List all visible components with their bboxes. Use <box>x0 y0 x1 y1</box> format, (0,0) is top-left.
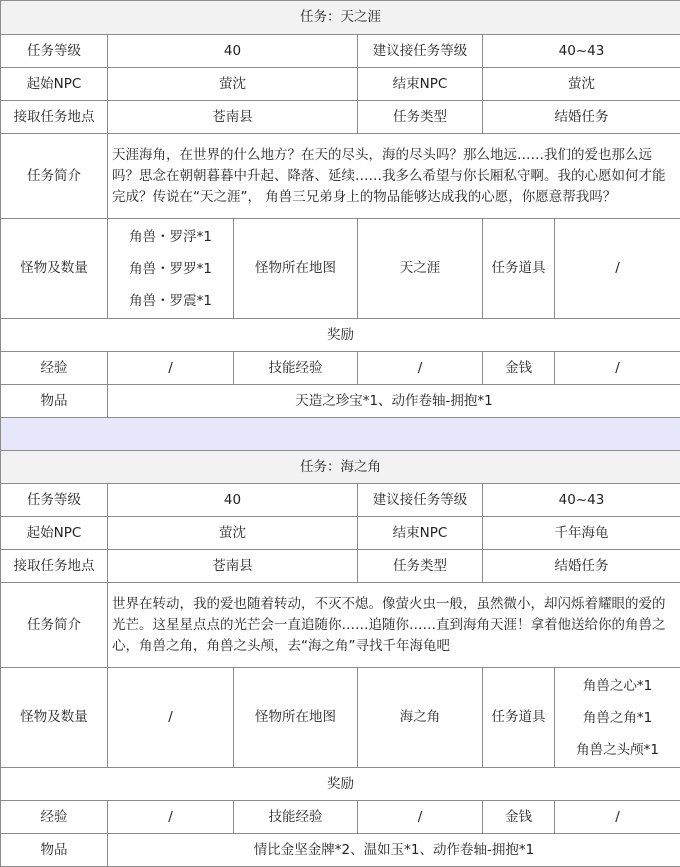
monster-item: 角兽・罗震*1 <box>112 285 229 317</box>
quest-item: 角兽之头颅*1 <box>559 734 676 766</box>
monster-list: / <box>108 668 234 768</box>
start-npc-label: 起始NPC <box>1 517 108 550</box>
quest-title: 任务：天之涯 <box>1 1 680 35</box>
monster-list <box>108 219 234 319</box>
section-divider <box>1 418 680 451</box>
quest-type-value: 结婚任务 <box>483 550 680 583</box>
quest-item: 角兽之心*1 <box>559 670 676 702</box>
end-npc-label: 结束NPC <box>358 517 483 550</box>
monster-map-label: 怪物所在地图 <box>234 668 358 768</box>
monsters-label: 怪物及数量 <box>1 668 108 768</box>
location-value: 苍南县 <box>108 550 358 583</box>
monster-item: 角兽・罗浮*1 <box>112 221 229 253</box>
start-npc-value: 萤沈 <box>108 68 358 101</box>
level-value: 40 <box>108 484 358 517</box>
items-value: 天造之珍宝*1、动作卷轴-拥抱*1 <box>108 385 680 418</box>
quest-item-list <box>555 668 680 768</box>
quest-item: 角兽之角*1 <box>559 702 676 734</box>
money-label: 金钱 <box>483 352 555 385</box>
suggested-level-label: 建议接任务等级 <box>358 35 483 68</box>
money-value: / <box>555 352 680 385</box>
items-label: 物品 <box>1 385 108 418</box>
suggested-level-label: 建议接任务等级 <box>358 484 483 517</box>
skill-exp-value: / <box>358 352 483 385</box>
quest-type-label: 任务类型 <box>358 550 483 583</box>
intro-text: 世界在转动，我的爱也随着转动，不灭不熄。像萤火虫一般，虽然微小，却闪烁着耀眼的爱的光芒。这星星点点的光芒会一直追随你……追随你……直到海角天涯！拿着他送给你的角兽之心，角兽之角，角兽之头颅，去“海之角”寻找千年海龟吧 <box>108 583 680 668</box>
skill-exp-value: / <box>358 801 483 834</box>
monster-map-value: 海之角 <box>358 668 483 768</box>
location-label: 接取任务地点 <box>1 101 108 134</box>
reward-header: 奖励 <box>1 768 680 801</box>
quest-type-label: 任务类型 <box>358 101 483 134</box>
quest-item-label: 任务道具 <box>483 668 555 768</box>
items-label: 物品 <box>1 834 108 867</box>
exp-label: 经验 <box>1 801 108 834</box>
location-value: 苍南县 <box>108 101 358 134</box>
intro-label: 任务简介 <box>1 134 108 219</box>
monster-item: 角兽・罗罗*1 <box>112 253 229 285</box>
monsters-label: 怪物及数量 <box>1 219 108 319</box>
level-value: 40 <box>108 35 358 68</box>
end-npc-value: 千年海龟 <box>483 517 680 550</box>
skill-exp-label: 技能经验 <box>234 801 358 834</box>
quest-item-label: 任务道具 <box>483 219 555 319</box>
level-label: 任务等级 <box>1 35 108 68</box>
reward-header: 奖励 <box>1 319 680 352</box>
end-npc-label: 结束NPC <box>358 68 483 101</box>
intro-text: 天涯海角，在世界的什么地方？在天的尽头，海的尽头吗？那么地远……我们的爱也那么远吗？思念在朝朝暮暮中升起、降落、延续……我多么希望与你长厢私守啊。我的心愿如何才能完成？传说在“天之涯”， 角兽三兄弟身上的物品能够达成我的心愿，你愿意帮我吗？ <box>108 134 680 219</box>
location-label: 接取任务地点 <box>1 550 108 583</box>
suggested-level-value: 40~43 <box>483 35 680 68</box>
exp-value: / <box>108 352 234 385</box>
start-npc-value: 萤沈 <box>108 517 358 550</box>
monster-map-value: 天之涯 <box>358 219 483 319</box>
quest-item-value: / <box>555 219 680 319</box>
end-npc-value: 萤沈 <box>483 68 680 101</box>
exp-label: 经验 <box>1 352 108 385</box>
quest-title: 任务：海之角 <box>1 451 680 484</box>
quest-type-value: 结婚任务 <box>483 101 680 134</box>
level-label: 任务等级 <box>1 484 108 517</box>
money-label: 金钱 <box>483 801 555 834</box>
intro-label: 任务简介 <box>1 583 108 668</box>
exp-value: / <box>108 801 234 834</box>
skill-exp-label: 技能经验 <box>234 352 358 385</box>
suggested-level-value: 40~43 <box>483 484 680 517</box>
items-value: 情比金坚金牌*2、温如玉*1、动作卷轴-拥抱*1 <box>108 834 680 867</box>
money-value: / <box>555 801 680 834</box>
start-npc-label: 起始NPC <box>1 68 108 101</box>
monster-map-label: 怪物所在地图 <box>234 219 358 319</box>
